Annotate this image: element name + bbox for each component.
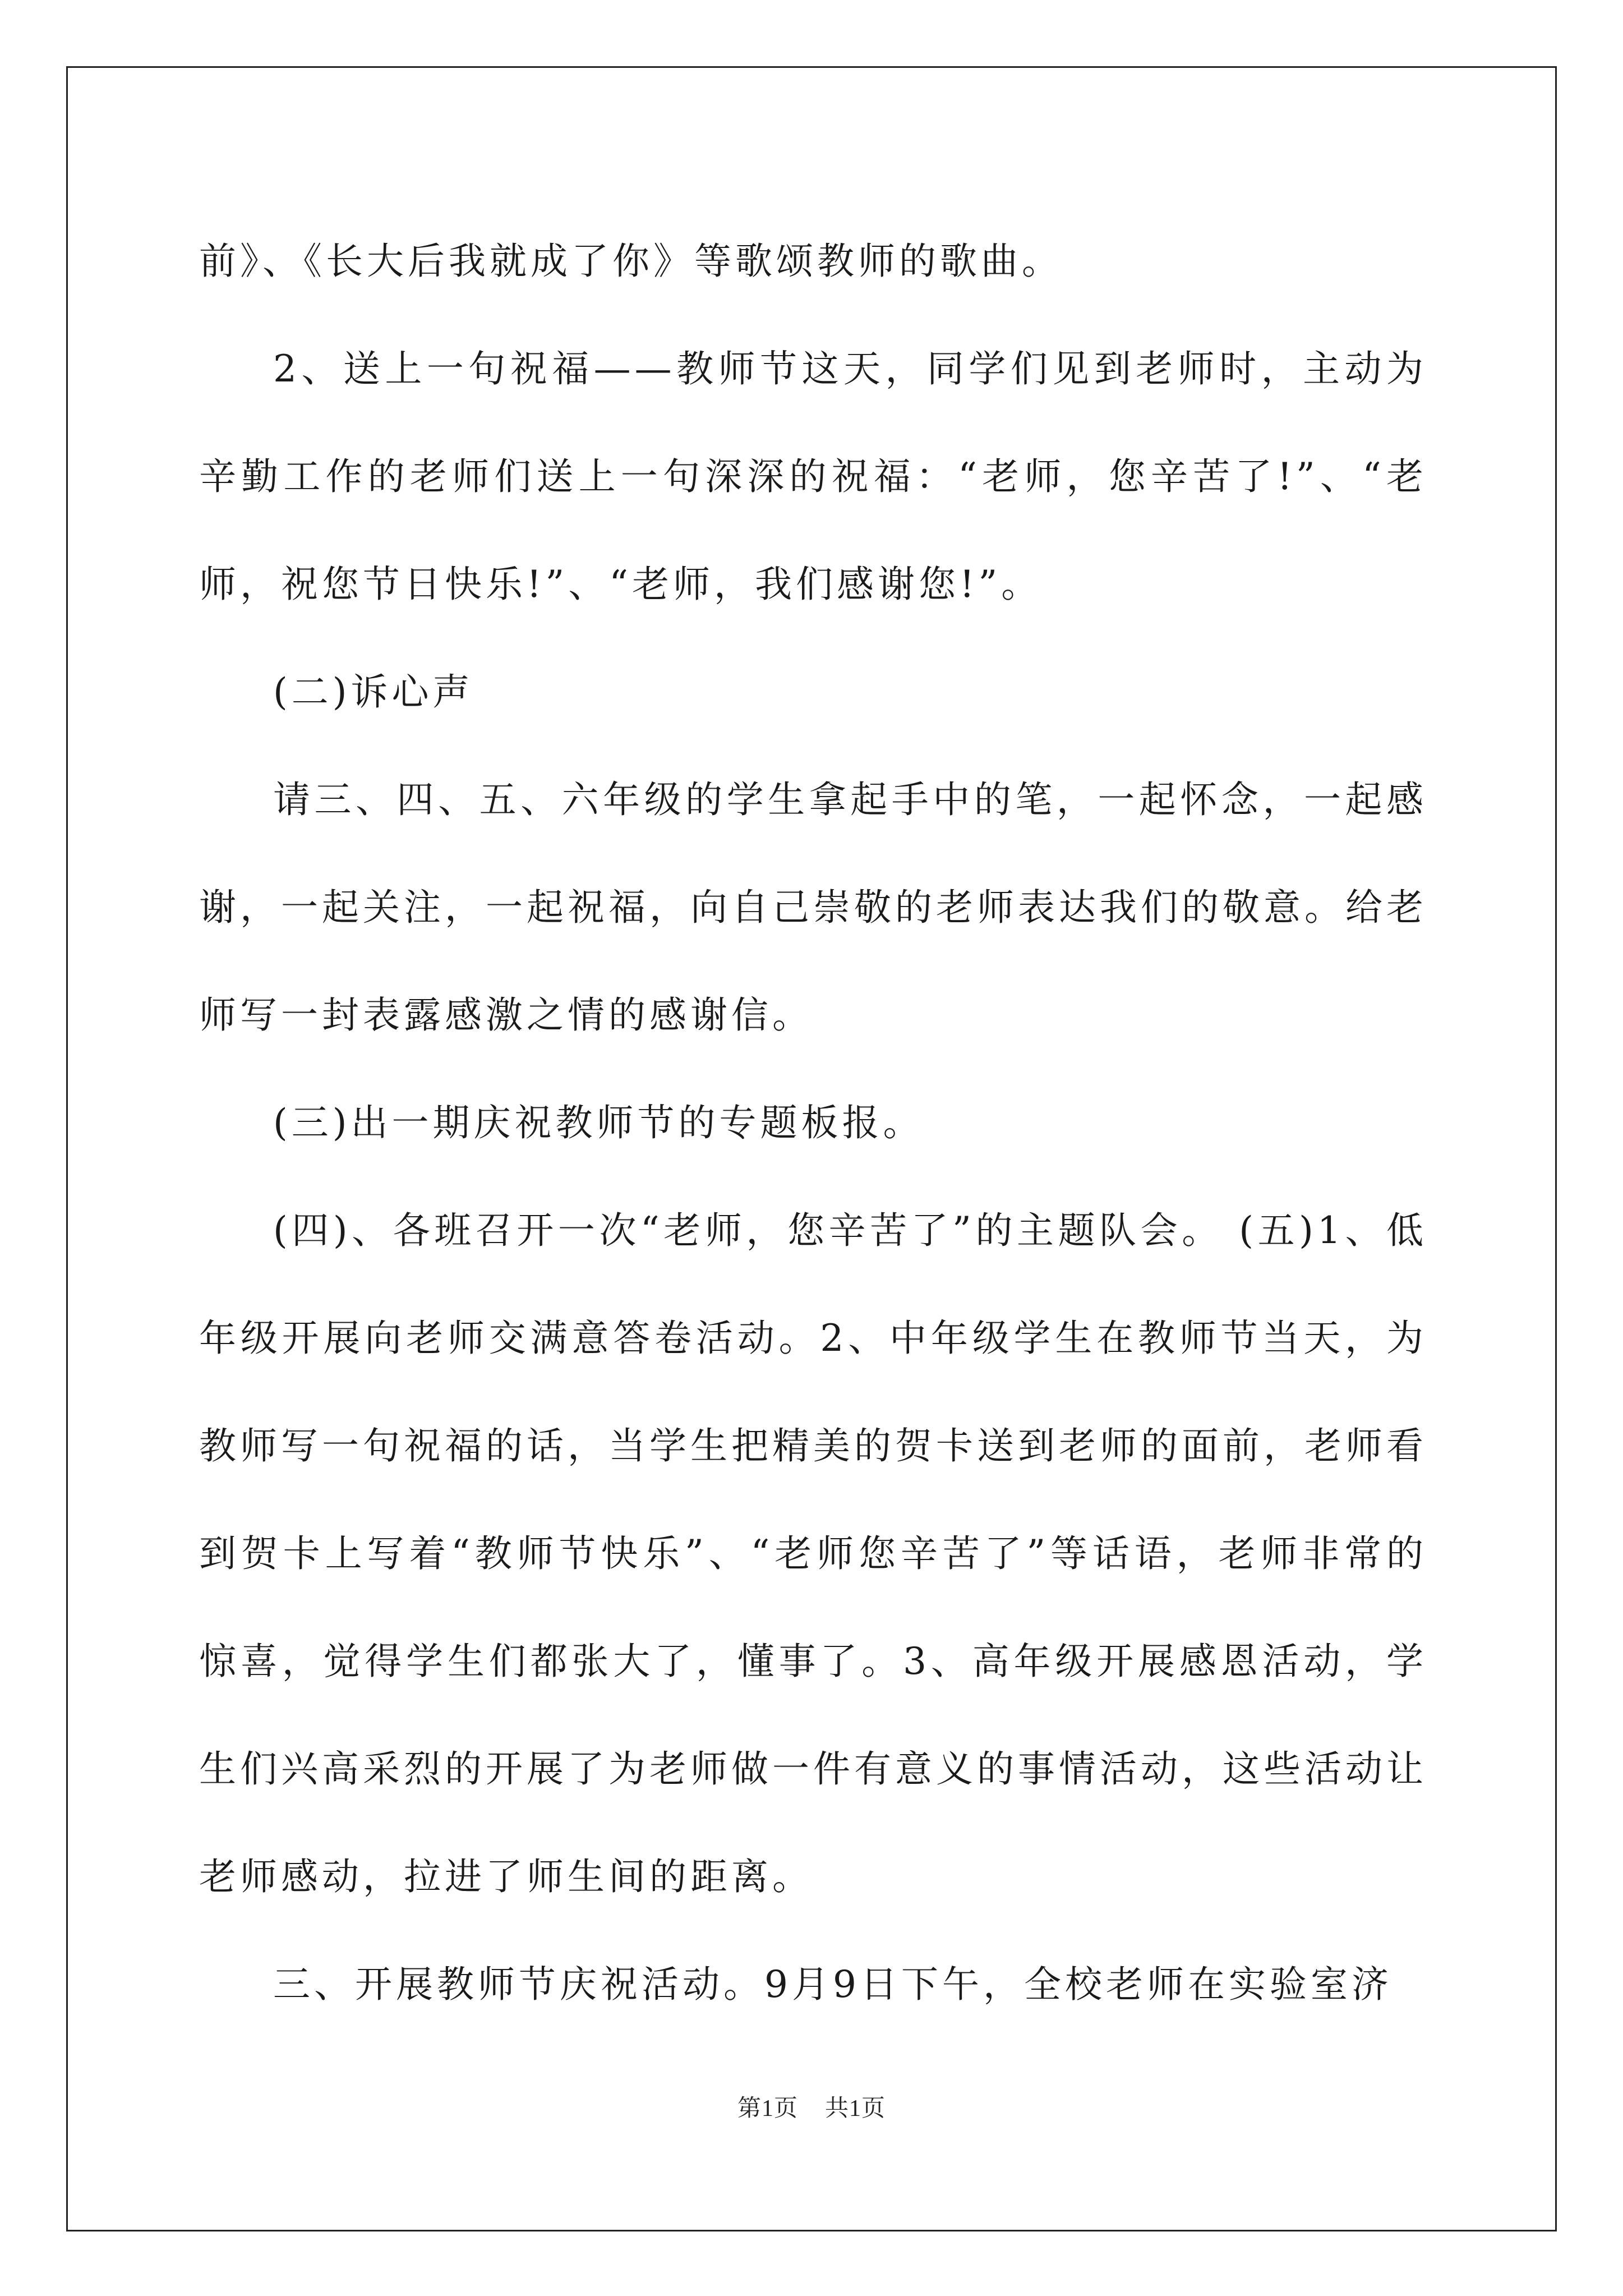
paragraph-thank-you-letter: 请三、四、五、六年级的学生拿起手中的笔，一起怀念，一起感谢，一起关注，一起祝福，向自己崇敬的老师表达我们的敬意。给老师写一封表露感激之情的感谢信。 — [199, 778, 1427, 1037]
document-body — [199, 208, 1427, 2039]
page-number: 第1页 — [737, 2096, 798, 2122]
paragraph-song-list: 前》、《长大后我就成了你》等歌颂教师的歌曲。 — [199, 240, 1063, 283]
section-heading-2: (二)诉心声 — [273, 670, 474, 714]
page-footer — [0, 2090, 1623, 2123]
page-total: 共1页 — [825, 2096, 886, 2122]
paragraph-blessing: 2、送上一句祝福——教师节这天，同学们见到老师时，主动为辛勤工作的老师们送上一句深深的祝福：“老师，您辛苦了!”、“老师，祝您节日快乐!”、“老师，我们感谢您!”。 — [199, 347, 1427, 606]
paragraph-celebration: 三、开展教师节庆祝活动。9月9日下午，全校老师在实验室济 — [273, 1963, 1393, 2006]
section-heading-3: (三)出一期庆祝教师节的专题板报。 — [273, 1101, 924, 1144]
paragraph-class-meetings: (四)、各班召开一次“老师，您辛苦了”的主题队会。 (五)1、低年级开展向老师交满意答卷活动。2、中年级学生在教师节当天，为教师写一句祝福的话，当学生把精美的贺卡送到老师的面前，老师看到贺卡上写着“教师节快乐”、“老师您辛苦了”等话语，老师非常的惊喜，觉得学生们都张大了，懂事了。3、高年级开展感恩活动，学生们兴高采烈的开展了为老师做一件有意义的事情活动，这些活动让老师感动，拉进了师生间的距离。 — [199, 1209, 1427, 1898]
